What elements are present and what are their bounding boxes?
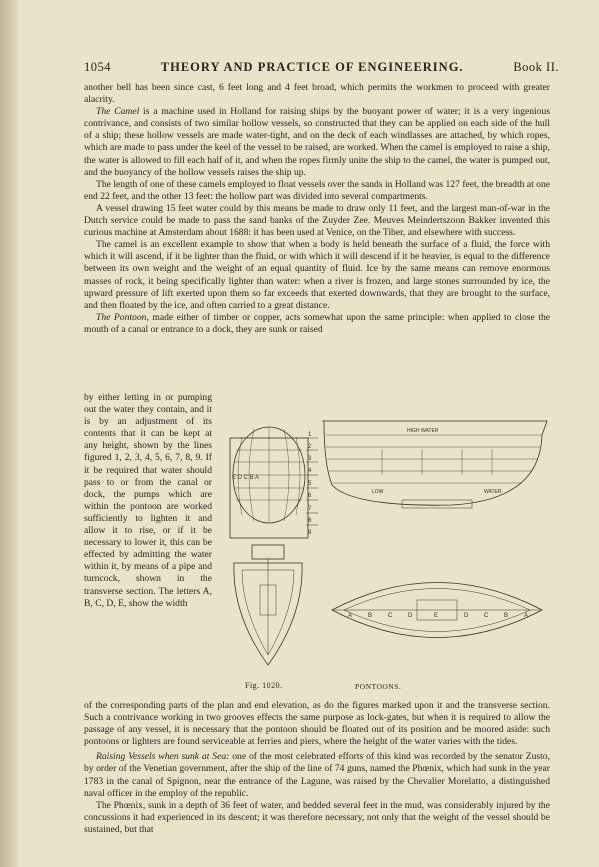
page-number: 1054 bbox=[84, 60, 111, 74]
num-3: 3 bbox=[308, 456, 312, 462]
paragraph-pontoon bbox=[84, 312, 550, 336]
raising-lead: Raising Vessels when sunk at Sea: bbox=[96, 751, 230, 763]
low-label: LOW bbox=[372, 489, 384, 495]
running-header bbox=[84, 60, 559, 75]
plan-d2: D bbox=[464, 613, 469, 619]
end-elevation bbox=[230, 427, 318, 538]
pontoon-wrap-text: by either letting in or pumping out the water they contain, and it is by an adjustment of its contents that it can be kept at any height, shown by the lines figured 1, 2, 3, 4, 5, 6, 7, 8, 9. If it be required that water should pass to or from the canal or dock, the pumps which are within the pontoon are worked sufficiently to lighten it and allow it to rise, or if it be necessary to lower it, this can be effected by admitting the water within it, by means of a pipe and turncock, shown in the transverse section. The letters A, B, C, D, E, show the width bbox=[84, 392, 212, 609]
pontoon-figure bbox=[222, 405, 552, 695]
paragraph: A vessel drawing 15 feet water could by this means be made to draw only 11 feet, and the largest man-of-war in the Dutch service could be made to pass the sand banks of the Zuyder Zee. Meuves Meindertszoon Bakker invented this curious machine at Amsterdam about 1688: it has been used at Venice, on the Tiber, and elsewhere with success. bbox=[84, 202, 550, 239]
pontoon-lead: The Pontoon, bbox=[96, 311, 149, 323]
end-numbers bbox=[308, 432, 312, 536]
plan-a1: A bbox=[348, 613, 353, 619]
num-6: 6 bbox=[308, 493, 312, 499]
camel-lead: The Camel bbox=[96, 106, 140, 118]
pontoon-body: made either of timber or copper, acts somewhat upon the same principle: when applied to close the mouth of a canal or entrance to a dock, they are sunk or raised bbox=[84, 311, 550, 335]
high-water-label: HIGH WATER bbox=[407, 428, 439, 434]
plan-c1: C bbox=[388, 613, 393, 619]
paragraph: another bell has been since cast, 6 feet long and 4 feet broad, which permits the workmen to proceed with greater alacrity. bbox=[84, 82, 550, 106]
water-label: WATER bbox=[484, 489, 502, 495]
side-elevation bbox=[322, 421, 547, 508]
paragraph: The camel is an excellent example to show that when a body is held beneath the surface of a fluid, the force with which it will ascend, if it be lighter than the fluid, or with which it will descend if it be heavier, is equal to the difference between its own weight and the weight of an equal quantity of fluid. Ice by the same means can remove enormous masses of rock, it being specifically lighter than water: when a river is frozen, and large stones surrounded by ice, the upward pressure of lift exerted upon them so far exceeds that exerted downwards, that they are brought to the surface, and then floated by the ice, and often carried to a great distance. bbox=[84, 239, 550, 311]
running-title: THEORY AND PRACTICE OF ENGINEERING. bbox=[160, 60, 464, 74]
num-9: 9 bbox=[308, 530, 312, 536]
end-letters: E D C B A bbox=[232, 475, 260, 481]
plan-c2: C bbox=[484, 613, 489, 619]
plan-e: E bbox=[434, 613, 439, 619]
figure-caption: PONTOONS. bbox=[355, 682, 402, 691]
num-8: 8 bbox=[308, 518, 312, 524]
plan-view bbox=[332, 583, 542, 638]
camel-body: is a machine used in Holland for raising ships by the buoyant power of water; it is a very ingenious contrivance, and consists of two similar hollow vessels, so constructed that they can be applied on each side of the hull of a ship; these hollow vessels are made water-tight, and on the deck of each windlasses are attached, by which ropes, which are made to pass under the keel of the vessel to be raised, are worked. When the camel is employed to raise a ship, the water is allowed to fill each half of it, and when the ropes firmly unite the ship to the camel, the water is pumped out, and the buoyancy of the hollow vessels raises the ship up. bbox=[84, 106, 550, 178]
plan-b1: B bbox=[368, 613, 373, 619]
num-1: 1 bbox=[308, 432, 312, 438]
book-binding bbox=[0, 0, 18, 867]
paragraph: The Phœnix, sunk in a depth of 36 feet of water, and bedded several feet in the mud, was considerably injured by the concussions it had experienced in its descent; it was therefore necessary, not only that the weight of the vessel should be sustained, but that bbox=[84, 799, 550, 835]
num-5: 5 bbox=[308, 481, 312, 487]
figure-label: Fig. 1020. bbox=[245, 681, 283, 690]
transverse-section bbox=[234, 545, 302, 665]
paragraph: of the corresponding parts of the plan and end elevation, as do the figures marked upon it and the transverse section. Such a contrivance working in two grooves effects the same purpose as lock-gates, but when it is required to allow the passage of any vessel, it is necessary that the pontoon should be floated out of its position and be moored aside: such pontoons or lighters are found serviceable at ferries and piers, where the height of the water varies with the tides. bbox=[84, 700, 550, 748]
plan-letters bbox=[348, 613, 528, 619]
num-7: 7 bbox=[308, 506, 312, 512]
paragraph-camel bbox=[84, 106, 550, 179]
body-text-bottom bbox=[84, 700, 550, 836]
num-2: 2 bbox=[308, 444, 312, 450]
num-4: 4 bbox=[308, 468, 312, 474]
paragraph-raising bbox=[84, 751, 550, 799]
plan-a2: A bbox=[524, 613, 529, 619]
plan-b2: B bbox=[504, 613, 509, 619]
plan-d1: D bbox=[408, 613, 413, 619]
raising-body: one of the most celebrated efforts of this kind was recorded by the senator Zusto, by order of the Venetian government, after the ship of the line of 74 guns, named the Phœnix, which had sunk in the year 1783 in the canal of Spignon, near the entrance of the Lagune, was raised by the Chevalier Morelatto, a distinguished naval officer in the employ of the republic. bbox=[84, 751, 550, 799]
body-text-top bbox=[84, 82, 550, 336]
book-label: Book II. bbox=[513, 60, 559, 74]
paragraph: The length of one of these camels employed to float vessels over the sands in Holland was 127 feet, the breadth at one end 22 feet, and the other 13 feet: the hollow part was divided into several compartments. bbox=[84, 178, 550, 202]
